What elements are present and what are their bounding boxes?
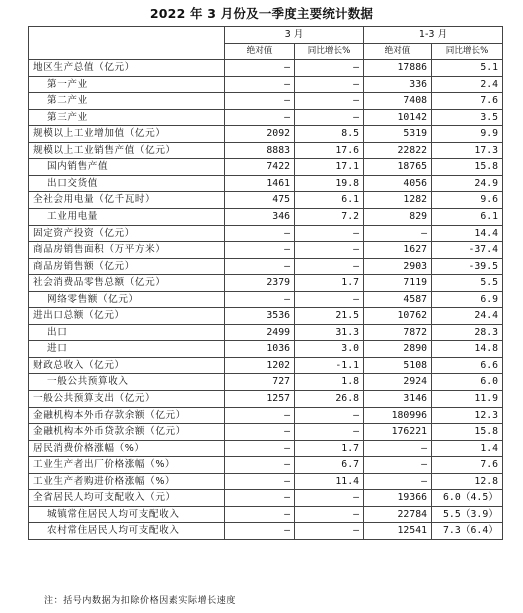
month-abs-cell: –: [225, 258, 295, 275]
month-abs-cell: 2379: [225, 275, 295, 292]
table-row: [29, 490, 503, 507]
month-growth-cell: 1.8: [295, 374, 364, 391]
month-abs-cell: 2499: [225, 324, 295, 341]
row-label: 社会消费品零售总额（亿元）: [29, 275, 225, 292]
row-label: 全社会用电量（亿千瓦时）: [29, 192, 225, 209]
quarter-abs-cell: 7119: [364, 275, 432, 292]
table-row: [29, 192, 503, 209]
header-quarter-abs: 绝对值: [364, 43, 432, 60]
table-row: [29, 109, 503, 126]
month-abs-cell: –: [225, 60, 295, 77]
month-abs-cell: 1461: [225, 175, 295, 192]
quarter-growth-cell: 9.6: [432, 192, 503, 209]
row-label: 第二产业: [29, 93, 225, 110]
quarter-abs-cell: 7408: [364, 93, 432, 110]
quarter-abs-cell: 22822: [364, 142, 432, 159]
row-label: 固定资产投资（亿元）: [29, 225, 225, 242]
month-growth-cell: 31.3: [295, 324, 364, 341]
quarter-growth-cell: 9.9: [432, 126, 503, 143]
quarter-abs-cell: 4056: [364, 175, 432, 192]
quarter-growth-cell: -39.5: [432, 258, 503, 275]
quarter-abs-cell: 336: [364, 76, 432, 93]
quarter-growth-cell: 5.5: [432, 275, 503, 292]
quarter-growth-cell: 24.9: [432, 175, 503, 192]
quarter-abs-cell: 2924: [364, 374, 432, 391]
quarter-growth-cell: 7.6: [432, 93, 503, 110]
table-row: [29, 523, 503, 540]
header-month-abs: 绝对值: [225, 43, 295, 60]
table-row: [29, 506, 503, 523]
month-growth-cell: 21.5: [295, 308, 364, 325]
month-abs-cell: 727: [225, 374, 295, 391]
month-growth-cell: 7.2: [295, 209, 364, 226]
statistics-table: [28, 26, 503, 540]
quarter-growth-cell: 15.8: [432, 159, 503, 176]
row-label: 第三产业: [29, 109, 225, 126]
quarter-growth-cell: 11.9: [432, 391, 503, 408]
quarter-abs-cell: 2890: [364, 341, 432, 358]
month-abs-cell: –: [225, 93, 295, 110]
table-title: 2022 年 3 月份及一季度主要统计数据: [149, 6, 374, 21]
table-row: [29, 374, 503, 391]
quarter-growth-cell: 12.8: [432, 473, 503, 490]
month-growth-cell: –: [295, 407, 364, 424]
quarter-abs-cell: –: [364, 457, 432, 474]
month-abs-cell: –: [225, 242, 295, 259]
month-growth-cell: –: [295, 109, 364, 126]
table-row: [29, 440, 503, 457]
quarter-abs-cell: 19366: [364, 490, 432, 507]
quarter-growth-cell: 14.8: [432, 341, 503, 358]
header-month-growth: 同比增长%: [295, 43, 364, 60]
table-row: [29, 126, 503, 143]
quarter-growth-cell: 15.8: [432, 424, 503, 441]
quarter-growth-cell: 7.6: [432, 457, 503, 474]
quarter-growth-cell: 5.5（3.9）: [432, 506, 503, 523]
row-label: 商品房销售面积（万平方米）: [29, 242, 225, 259]
month-growth-cell: –: [295, 60, 364, 77]
table-row: [29, 424, 503, 441]
table-row: [29, 324, 503, 341]
month-abs-cell: –: [225, 291, 295, 308]
table-row: [29, 457, 503, 474]
month-abs-cell: –: [225, 424, 295, 441]
header-row-period: [29, 27, 503, 44]
month-growth-cell: –: [295, 490, 364, 507]
month-abs-cell: –: [225, 506, 295, 523]
row-label: 金融机构本外币存款余额（亿元）: [29, 407, 225, 424]
table-row: [29, 291, 503, 308]
row-label: 金融机构本外币贷款余额（亿元）: [29, 424, 225, 441]
quarter-growth-cell: 7.3（6.4）: [432, 523, 503, 540]
row-label: 进口: [29, 341, 225, 358]
row-label: 城镇常住居民人均可支配收入: [29, 506, 225, 523]
month-abs-cell: –: [225, 440, 295, 457]
month-growth-cell: 11.4: [295, 473, 364, 490]
month-abs-cell: –: [225, 76, 295, 93]
row-label: 农村常住居民人均可支配收入: [29, 523, 225, 540]
month-growth-cell: –: [295, 258, 364, 275]
quarter-abs-cell: 7872: [364, 324, 432, 341]
header-quarter-growth: 同比增长%: [432, 43, 503, 60]
table-row: [29, 391, 503, 408]
row-label: 网络零售额（亿元）: [29, 291, 225, 308]
month-abs-cell: –: [225, 490, 295, 507]
month-growth-cell: 6.7: [295, 457, 364, 474]
quarter-abs-cell: 18765: [364, 159, 432, 176]
quarter-growth-cell: -37.4: [432, 242, 503, 259]
table-row: [29, 258, 503, 275]
quarter-abs-cell: 5319: [364, 126, 432, 143]
table-row: [29, 60, 503, 77]
quarter-abs-cell: 1627: [364, 242, 432, 259]
row-label: 第一产业: [29, 76, 225, 93]
quarter-abs-cell: 829: [364, 209, 432, 226]
month-growth-cell: 6.1: [295, 192, 364, 209]
table-row: [29, 341, 503, 358]
header-month: 3 月: [225, 27, 364, 44]
table-row: [29, 76, 503, 93]
quarter-growth-cell: 6.0（4.5）: [432, 490, 503, 507]
quarter-abs-cell: 176221: [364, 424, 432, 441]
month-abs-cell: –: [225, 457, 295, 474]
month-abs-cell: –: [225, 407, 295, 424]
quarter-growth-cell: 17.3: [432, 142, 503, 159]
quarter-growth-cell: 6.6: [432, 357, 503, 374]
month-abs-cell: –: [225, 225, 295, 242]
month-growth-cell: –: [295, 76, 364, 93]
quarter-growth-cell: 12.3: [432, 407, 503, 424]
row-label: 出口: [29, 324, 225, 341]
row-label: 商品房销售额（亿元）: [29, 258, 225, 275]
table-row: [29, 93, 503, 110]
quarter-growth-cell: 28.3: [432, 324, 503, 341]
table-row: [29, 142, 503, 159]
month-abs-cell: 7422: [225, 159, 295, 176]
month-growth-cell: 26.8: [295, 391, 364, 408]
month-growth-cell: 17.1: [295, 159, 364, 176]
month-growth-cell: –: [295, 242, 364, 259]
row-label: 规模以上工业销售产值（亿元）: [29, 142, 225, 159]
table-row: [29, 209, 503, 226]
row-label: 进出口总额（亿元）: [29, 308, 225, 325]
table-row: [29, 225, 503, 242]
table-row: [29, 357, 503, 374]
month-growth-cell: 17.6: [295, 142, 364, 159]
quarter-growth-cell: 14.4: [432, 225, 503, 242]
month-abs-cell: 1202: [225, 357, 295, 374]
month-abs-cell: –: [225, 109, 295, 126]
header-indicator-cell: [29, 27, 225, 60]
month-abs-cell: 475: [225, 192, 295, 209]
month-abs-cell: –: [225, 523, 295, 540]
table-row: [29, 473, 503, 490]
month-growth-cell: 1.7: [295, 275, 364, 292]
month-abs-cell: –: [225, 473, 295, 490]
row-label: 规模以上工业增加值（亿元）: [29, 126, 225, 143]
header-quarter: 1-3 月: [364, 27, 503, 44]
quarter-growth-cell: 6.1: [432, 209, 503, 226]
row-label: 全省居民人均可支配收入（元）: [29, 490, 225, 507]
month-abs-cell: 3536: [225, 308, 295, 325]
month-abs-cell: 8883: [225, 142, 295, 159]
table-body: [29, 60, 503, 540]
quarter-abs-cell: –: [364, 473, 432, 490]
month-growth-cell: –: [295, 225, 364, 242]
quarter-abs-cell: –: [364, 225, 432, 242]
row-label: 一般公共预算收入: [29, 374, 225, 391]
quarter-abs-cell: 5108: [364, 357, 432, 374]
month-growth-cell: -1.1: [295, 357, 364, 374]
month-growth-cell: –: [295, 523, 364, 540]
quarter-abs-cell: 4587: [364, 291, 432, 308]
quarter-abs-cell: 180996: [364, 407, 432, 424]
quarter-abs-cell: 10762: [364, 308, 432, 325]
month-growth-cell: 19.8: [295, 175, 364, 192]
row-label: 居民消费价格涨幅（%）: [29, 440, 225, 457]
month-abs-cell: 2092: [225, 126, 295, 143]
month-abs-cell: 1257: [225, 391, 295, 408]
month-growth-cell: 8.5: [295, 126, 364, 143]
table-row: [29, 275, 503, 292]
quarter-growth-cell: 24.4: [432, 308, 503, 325]
quarter-abs-cell: –: [364, 440, 432, 457]
quarter-abs-cell: 17886: [364, 60, 432, 77]
quarter-abs-cell: 10142: [364, 109, 432, 126]
table-row: [29, 407, 503, 424]
table-row: [29, 175, 503, 192]
month-growth-cell: –: [295, 291, 364, 308]
row-label: 一般公共预算支出（亿元）: [29, 391, 225, 408]
month-growth-cell: 1.7: [295, 440, 364, 457]
row-label: 工业生产者购进价格涨幅（%）: [29, 473, 225, 490]
month-abs-cell: 346: [225, 209, 295, 226]
quarter-growth-cell: 5.1: [432, 60, 503, 77]
row-label: 工业用电量: [29, 209, 225, 226]
quarter-growth-cell: 1.4: [432, 440, 503, 457]
table-row: [29, 242, 503, 259]
quarter-growth-cell: 6.9: [432, 291, 503, 308]
quarter-abs-cell: 3146: [364, 391, 432, 408]
quarter-abs-cell: 1282: [364, 192, 432, 209]
row-label: 国内销售产值: [29, 159, 225, 176]
row-label: 财政总收入（亿元）: [29, 357, 225, 374]
quarter-abs-cell: 22784: [364, 506, 432, 523]
quarter-growth-cell: 6.0: [432, 374, 503, 391]
row-label: 地区生产总值（亿元）: [29, 60, 225, 77]
row-label: 出口交货值: [29, 175, 225, 192]
month-growth-cell: 3.0: [295, 341, 364, 358]
quarter-abs-cell: 2903: [364, 258, 432, 275]
table-row: [29, 308, 503, 325]
month-growth-cell: –: [295, 93, 364, 110]
quarter-growth-cell: 2.4: [432, 76, 503, 93]
month-growth-cell: –: [295, 424, 364, 441]
table-row: [29, 159, 503, 176]
quarter-abs-cell: 12541: [364, 523, 432, 540]
row-label: 工业生产者出厂价格涨幅（%）: [29, 457, 225, 474]
footnote: 注：括号内数据为扣除价格因素实际增长速度: [44, 596, 237, 606]
quarter-growth-cell: 3.5: [432, 109, 503, 126]
month-growth-cell: –: [295, 506, 364, 523]
month-abs-cell: 1036: [225, 341, 295, 358]
